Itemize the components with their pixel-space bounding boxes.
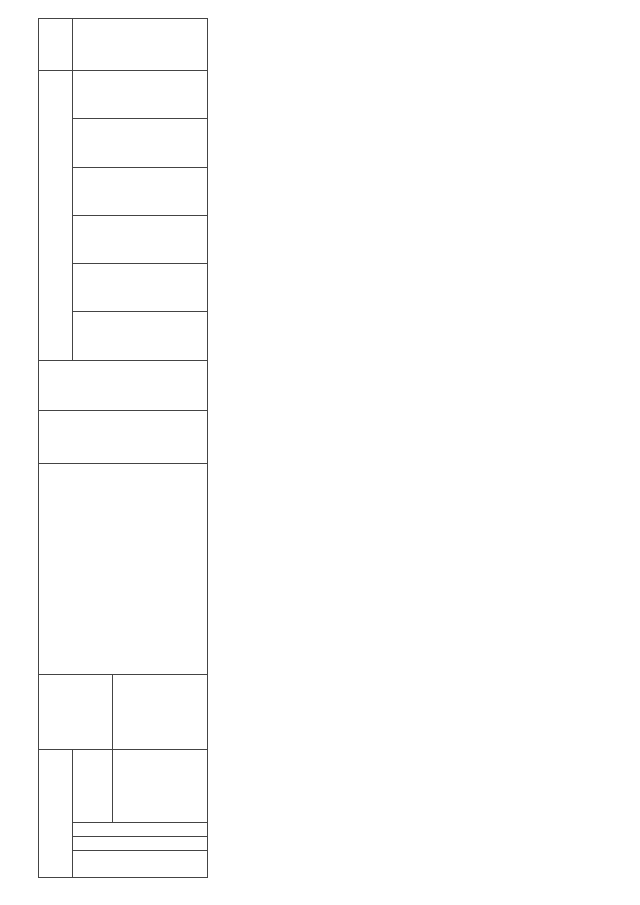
unit-column-header (39, 411, 208, 464)
target-value-header (73, 19, 208, 71)
additional-code-header (39, 675, 113, 750)
year-2015-header (73, 215, 208, 263)
year-2013-header (73, 312, 208, 360)
codes-group-header (39, 750, 73, 878)
goal-column-header (39, 464, 208, 675)
rotated-table-container (38, 18, 598, 878)
program-table (38, 18, 208, 878)
year-2017-header (73, 119, 208, 167)
target-article-header (73, 750, 113, 822)
fin-year-column-header (39, 360, 208, 411)
years-group-header (39, 70, 73, 360)
year-2018-header (73, 70, 208, 118)
year-2016-header (73, 167, 208, 215)
year-2014-header (73, 264, 208, 312)
target-group-header (39, 19, 73, 71)
